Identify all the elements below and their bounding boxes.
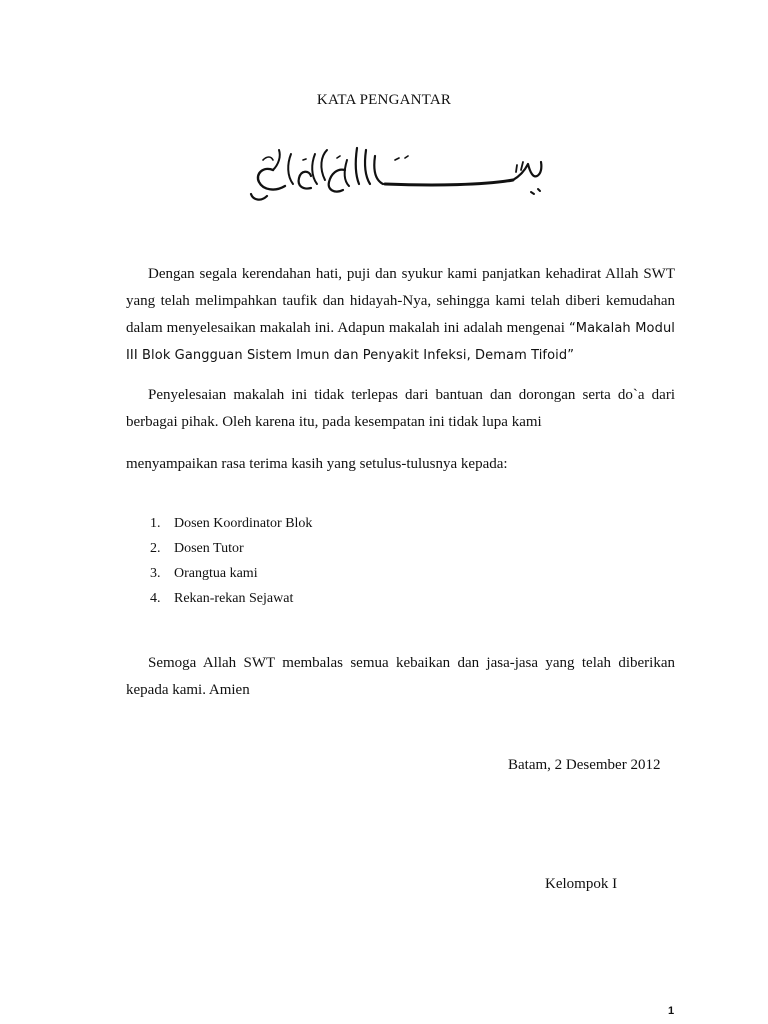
paragraph-thanks-to: menyampaikan rasa terima kasih yang setulus-tulusnya kepada: — [126, 456, 508, 472]
place-date: Batam, 2 Desember 2012 — [508, 757, 661, 773]
paragraph-closing: Semoga Allah SWT membalas semua kebaikan dan jasa-jasa yang telah diberikan kepada kami. Amien — [126, 655, 675, 698]
acknowledgement-list — [150, 514, 312, 614]
list-item: 1. Dosen Koordinator Blok — [150, 516, 313, 531]
list-item: 3. Orangtua kami — [150, 566, 258, 581]
basmala-calligraphy — [245, 140, 550, 212]
signatory: Kelompok I — [545, 876, 618, 892]
list-item: 4. Rekan-rekan Sejawat — [150, 591, 294, 606]
paragraph-intro-text: Dengan segala kerendahan hati, puji dan syukur kami panjatkan kehadirat Allah SWT yang telah melimpahkan taufik dan hidayah-Nya, sehingga kami telah diberi kemudahan dalam menyelesaikan makalah ini. Adapun makalah ini adalah mengenai — [126, 266, 675, 336]
paragraph-gratitude: Penyelesaian makalah ini tidak terlepas dari bantuan dan dorongan serta do`a dari berbagai pihak. Oleh karena itu, pada kesempatan ini tidak lupa kami — [126, 387, 675, 430]
paragraph-intro — [126, 261, 675, 369]
basmala-text: بسم الله الرحمن الرحيم — [245, 140, 255, 141]
page-number: 1 — [668, 1005, 675, 1017]
list-item: 2. Dosen Tutor — [150, 541, 244, 556]
page-title: KATA PENGANTAR — [316, 92, 452, 108]
paper-title-quote: “Makalah Modul III Blok Gangguan Sistem Imun dan Penyakit Infeksi, Demam Tifoid” — [126, 321, 675, 363]
